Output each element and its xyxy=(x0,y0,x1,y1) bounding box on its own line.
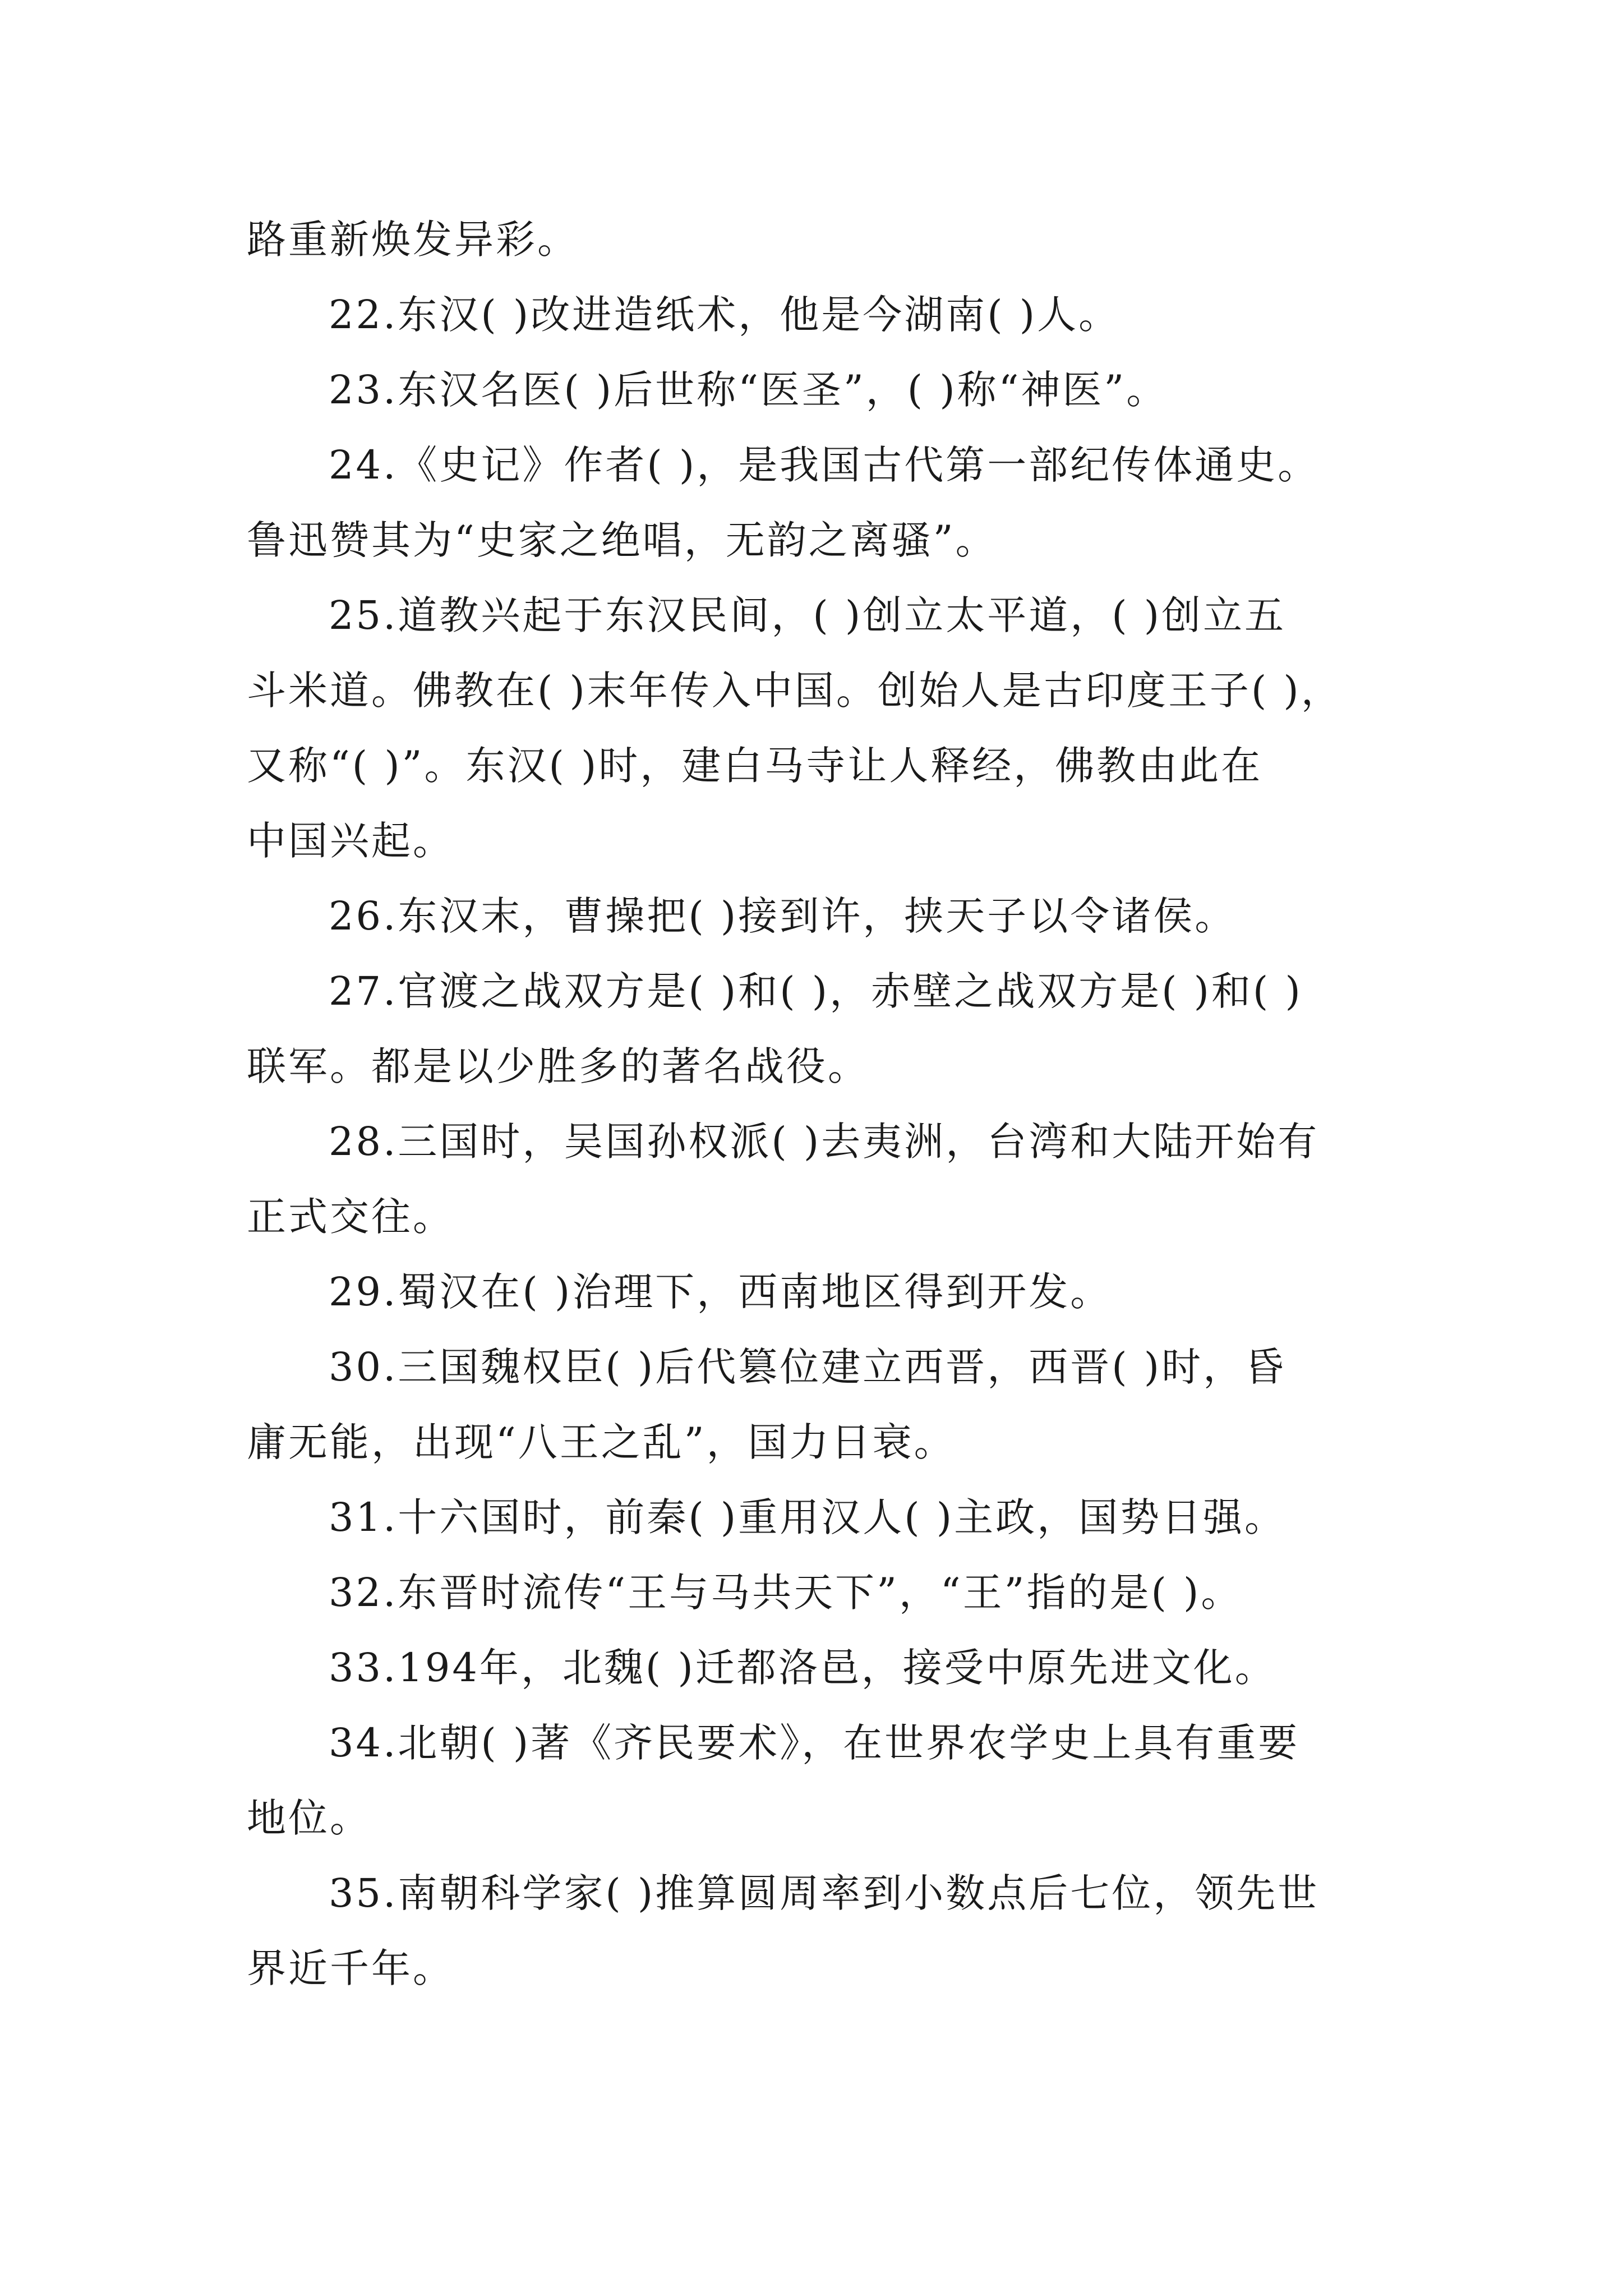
question-30: 30.三国魏权臣( )后代篡位建立西晋，西晋( )时，昏 xyxy=(329,1344,1287,1390)
text-line: 联军。都是以少胜多的著名战役。 xyxy=(247,1043,869,1089)
question-27: 27.官渡之战双方是( )和( )，赤壁之战双方是( )和( ) xyxy=(329,968,1303,1014)
text-line: 斗米道。佛教在( )末年传入中国。创始人是古印度王子( )， xyxy=(247,668,1343,714)
question-28: 28.三国时，吴国孙权派( )去夷洲，台湾和大陆开始有 xyxy=(329,1119,1320,1165)
text-line: 鲁迅赞其为“史家之绝唱，无韵之离骚”。 xyxy=(247,517,997,563)
question-31: 31.十六国时，前秦( )重用汉人( )主政，国势日强。 xyxy=(329,1494,1287,1540)
question-32: 32.东晋时流传“王与马共天下”，“王”指的是( )。 xyxy=(329,1570,1243,1616)
document-body xyxy=(247,202,1391,2006)
text-line: 界近千年。 xyxy=(247,1945,454,1991)
question-22: 22.东汉( )改进造纸术，他是今湖南( )人。 xyxy=(329,292,1121,338)
text-line: 中国兴起。 xyxy=(247,818,454,864)
question-29: 29.蜀汉在( )治理下，西南地区得到开发。 xyxy=(329,1269,1112,1315)
text-line: 路重新焕发异彩。 xyxy=(247,217,579,263)
text-line: 正式交往。 xyxy=(247,1194,454,1240)
question-26: 26.东汉末，曹操把( )接到许，挟天子以令诸侯。 xyxy=(329,893,1237,939)
question-24: 24.《史记》作者( )，是我国古代第一部纪传体通史。 xyxy=(329,442,1320,488)
question-23: 23.东汉名医( )后世称“医圣”，( )称“神医”。 xyxy=(329,367,1168,413)
question-33: 33.194年，北魏( )迁都洛邑，接受中原先进文化。 xyxy=(329,1645,1276,1691)
question-34: 34.北朝( )著《齐民要术》，在世界农学史上具有重要 xyxy=(329,1720,1300,1766)
question-25: 25.道教兴起于东汉民间，( )创立太平道，( )创立五 xyxy=(329,592,1287,638)
question-35: 35.南朝科学家( )推算圆周率到小数点后七位，领先世 xyxy=(329,1870,1320,1916)
text-line: 地位。 xyxy=(247,1795,371,1841)
text-line: 又称“( )”。东汉( )时，建白马寺让人释经，佛教由此在 xyxy=(247,743,1263,789)
text-line: 庸无能，出现“八王之乱”，国力日衰。 xyxy=(247,1419,956,1465)
